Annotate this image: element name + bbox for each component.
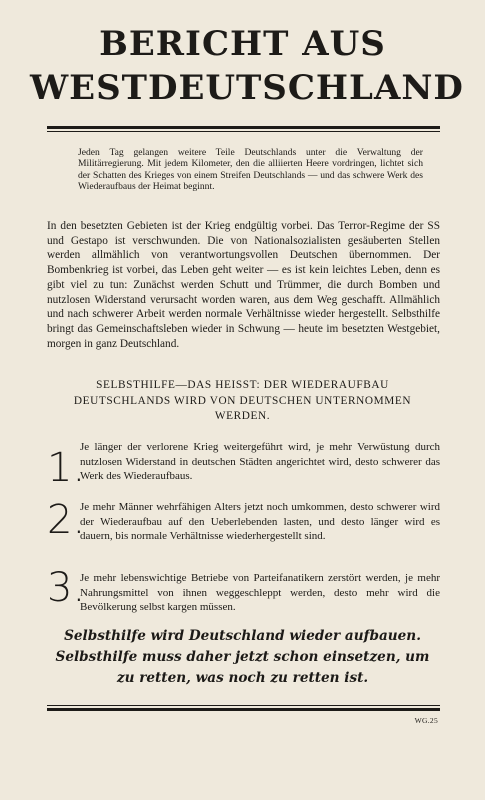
top-rule-thick — [47, 126, 440, 129]
closing-line-2: Selbsthilfe muss daher jetzt schon einsetzen, um — [55, 649, 430, 665]
title-line-1: BERICHT AUS — [99, 24, 386, 64]
top-rule-thin — [47, 131, 440, 132]
leaflet-code: WG.25 — [414, 716, 438, 725]
closing-line-3: zu retten, was noch zu retten ist. — [116, 670, 369, 686]
point-number-2: 2. — [47, 497, 86, 543]
point-number-3: 3. — [47, 565, 86, 611]
bottom-rule-thin — [47, 705, 440, 706]
point-text-1: Je länger der verlorene Krieg weitergeführt wird, je mehr Verwüstung durch nutzlosen Widerstand in deutschen Städten angerichtet wird, desto schwerer das Werk des Wiederaufbaus. — [80, 441, 440, 483]
title-line-2: WESTDEUTSCHLAND — [30, 68, 464, 108]
closing-line-1: Selbsthilfe wird Deutschland wieder aufbauen. — [64, 628, 421, 644]
section-heading: SELBSTHILFE—DAS HEISST: DER WIEDERAUFBAU DEUTSCHLANDS WIRD VON DEUTSCHEN UNTERNOMMEN WERDEN. — [73, 379, 412, 422]
bottom-rule-thick — [47, 708, 440, 711]
point-text-3: Je mehr lebenswichtige Betriebe von Parteifanatikern zerstört werden, je mehr Nahrungsmittel von ihnen weggeschleppt werden, desto mehr wird die Bevölkerung selbst kargen müssen. — [80, 572, 440, 614]
point-text-2: Je mehr Männer wehrfähigen Alters jetzt noch umkommen, desto schwerer wird der Wiederaufbau auf den Ueberlebenden lasten, und desto länger wird es dauern, bis normale Verhältnisse wiederhergestellt sind. — [80, 501, 440, 543]
point-number-1: 1. — [47, 445, 86, 491]
closing-statement — [40, 626, 445, 689]
intro-paragraph: Jeden Tag gelangen weitere Teile Deutschlands unter die Verwaltung der Militärregierung. Mit jedem Kilometer, den die alliierten Heere vordringen, lichtet sich der Schatten des Krieges von einem Streifen Deutschlands — und das schwere Werk des Wiederaufbaus der Heimat beginnt. — [78, 147, 423, 193]
body-paragraph: In den besetzten Gebieten ist der Krieg endgültig vorbei. Das Terror-Regime der SS und Gestapo ist verschwunden. Die von Nationalsozialisten gesäuberten Stellen werden allmählich von verantwortungsvollen Deutschen übernommen. Der Bombenkrieg ist vorbei, das Leben geht weiter — es ist kein leichtes Leben, denn es gibt viel zu tun: Zunächst werden Schutt und Trümmer, die durch Bomben und nutzlosen Widerstand verursacht worden waren, aus dem Weg geschafft. Allmählich und nach schwerer Arbeit werden normale Verhältnisse wieder hergestellt. Selbsthilfe bringt das Gemeinschaftsleben wieder in Schwung — heute im besetzten Westgebiet, morgen in ganz Deutschland. — [47, 220, 440, 350]
